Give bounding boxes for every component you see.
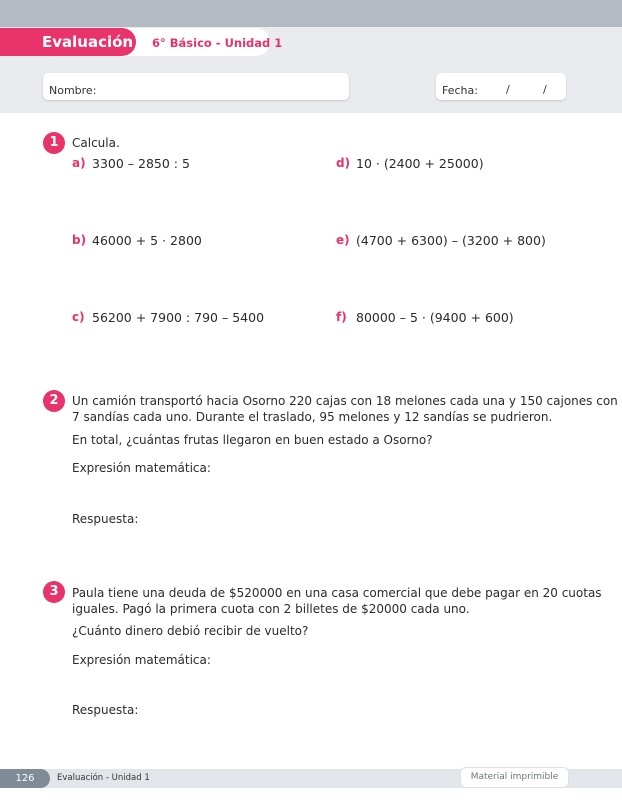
q3-question: ¿Cuánto dinero debió recibir de vuelto?: [72, 624, 309, 638]
question-number-1: 1: [43, 132, 65, 154]
q1-item-letter-a: a): [72, 156, 86, 170]
name-field[interactable]: [43, 73, 349, 100]
q1-item-expr-f: 80000 – 5 · (9400 + 600): [356, 310, 514, 325]
date-field[interactable]: [436, 73, 566, 100]
q1-item-letter-d: d): [336, 156, 351, 170]
question-number-3: 3: [43, 581, 65, 603]
q1-item-expr-a: 3300 – 2850 : 5: [92, 156, 190, 171]
top-strip: [0, 0, 622, 27]
q1-item-letter-b: b): [72, 233, 87, 247]
q2-expression-label: Expresión matemática:: [72, 461, 211, 475]
page-title: Evaluación: [0, 28, 136, 56]
q3-text-line1: Paula tiene una deuda de $520000 en una casa comercial que debe pagar en 20 cuotas: [72, 586, 602, 600]
q3-answer-label: Respuesta:: [72, 703, 139, 717]
q1-item-letter-c: c): [72, 310, 85, 324]
date-separator: /: [506, 83, 510, 96]
q1-item-letter-f: f): [336, 310, 347, 324]
q1-item-expr-b: 46000 + 5 · 2800: [92, 233, 202, 248]
q2-text-line2: 7 sandías cada uno. Durante el traslado, 95 melones y 12 sandías se pudrieron.: [72, 410, 553, 424]
q2-answer-label: Respuesta:: [72, 512, 139, 526]
footer-label: Evaluación - Unidad 1: [57, 773, 150, 783]
q3-text-line2: iguales. Pagó la primera cuota con 2 billetes de $20000 cada uno.: [72, 602, 470, 616]
name-label: Nombre:: [49, 84, 97, 97]
q1-item-expr-d: 10 · (2400 + 25000): [356, 156, 484, 171]
q3-expression-label: Expresión matemática:: [72, 653, 211, 667]
q1-item-letter-e: e): [336, 233, 350, 247]
page-subtitle: 6° Básico - Unidad 1: [152, 36, 283, 50]
printable-badge: Material imprimible: [460, 767, 569, 788]
date-label: Fecha:: [442, 84, 478, 97]
q2-text-line1: Un camión transportó hacia Osorno 220 cajas con 18 melones cada una y 150 cajones con: [72, 394, 618, 408]
question-number-2: 2: [43, 390, 65, 412]
q2-question: En total, ¿cuántas frutas llegaron en buen estado a Osorno?: [72, 433, 433, 447]
q1-instruction: Calcula.: [72, 136, 120, 150]
q1-item-expr-c: 56200 + 7900 : 790 – 5400: [92, 310, 265, 325]
q1-item-expr-e: (4700 + 6300) – (3200 + 800): [356, 233, 546, 248]
date-separator: /: [543, 83, 547, 96]
page-number: 126: [0, 769, 50, 788]
